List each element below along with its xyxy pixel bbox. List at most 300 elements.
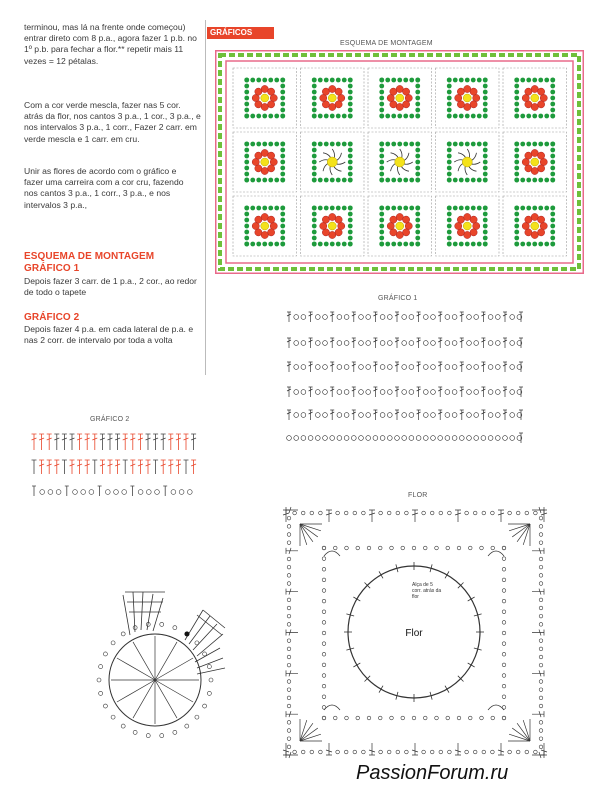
chain-symbol: [81, 490, 86, 495]
chain-symbol: [431, 341, 436, 346]
green-stitch: [280, 212, 285, 217]
green-stitch: [514, 84, 519, 89]
green-stitch: [550, 212, 555, 217]
green-stitch: [256, 142, 261, 147]
double-crochet-symbol: [438, 410, 442, 420]
chain-symbol: [322, 663, 326, 667]
chain-symbol: [322, 621, 326, 625]
green-stitch: [280, 236, 285, 241]
chain-symbol: [539, 623, 543, 627]
green-stitch: [379, 178, 384, 183]
grafico-2-row: [32, 460, 197, 474]
chain-symbol: [474, 315, 479, 320]
chain-symbol: [539, 598, 543, 602]
green-stitch: [415, 154, 420, 159]
green-stitch: [459, 242, 464, 247]
chain-symbol: [480, 716, 484, 720]
chain-symbol: [445, 390, 450, 395]
double-crochet-symbol: [373, 387, 377, 397]
double-crochet-symbol: [32, 460, 37, 474]
flor-partial-petals: [123, 592, 225, 674]
paragraph-1: terminou, mas lá na frente onde começou) entrar direto com 8 p.a., agora fazer 1 p.b. no 1º p.b. para fechar a flor.** repetir mais 11 vezes = 12 pétalas.: [24, 22, 197, 66]
chain-symbol: [423, 365, 428, 370]
green-stitch: [550, 160, 555, 165]
chain-symbol: [378, 716, 382, 720]
chain-symbol: [488, 413, 493, 418]
chain-symbol: [539, 516, 543, 520]
red-stitch-symbol: [130, 460, 135, 474]
green-stitch: [415, 114, 420, 119]
green-stitch: [379, 160, 384, 165]
chain-symbol: [452, 341, 457, 346]
green-stitch: [391, 114, 396, 119]
green-stitch: [483, 230, 488, 235]
chain-symbol: [333, 546, 337, 550]
chain-symbol: [379, 511, 383, 515]
green-stitch: [483, 178, 488, 183]
green-stitch: [262, 206, 267, 211]
green-stitch: [477, 114, 482, 119]
double-crochet-symbol: [330, 338, 334, 348]
green-stitch: [312, 84, 317, 89]
chain-symbol: [344, 750, 348, 754]
chain-symbol: [310, 511, 314, 515]
chain-symbol: [111, 641, 115, 645]
green-stitch: [280, 108, 285, 113]
chain-symbol: [387, 390, 392, 395]
chain-symbol: [510, 365, 515, 370]
double-crochet-symbol: [330, 410, 334, 420]
chain-symbol: [467, 390, 472, 395]
chain-symbol: [287, 663, 291, 667]
chain-symbol: [539, 745, 543, 749]
green-stitch: [483, 166, 488, 171]
chain-symbol: [491, 716, 495, 720]
green-stitch: [348, 108, 353, 113]
edge-stitch-symbol: [519, 410, 523, 420]
double-crochet-symbol: [460, 410, 464, 420]
chain-symbol: [423, 436, 428, 441]
double-crochet-symbol: [309, 312, 313, 322]
green-stitch: [262, 178, 267, 183]
green-stitch: [348, 96, 353, 101]
double-crochet-symbol: [395, 362, 399, 372]
double-crochet-symbol: [47, 434, 52, 450]
flor-diagram: [272, 500, 557, 765]
chain-symbol: [495, 436, 500, 441]
green-stitch: [268, 242, 273, 247]
double-crochet-symbol: [503, 312, 507, 322]
chain-symbol: [73, 490, 78, 495]
chain-symbol: [187, 490, 192, 495]
green-stitch: [514, 224, 519, 229]
chain-symbol: [445, 413, 450, 418]
chain-symbol: [510, 413, 515, 418]
green-stitch: [268, 206, 273, 211]
double-crochet-symbol: [39, 434, 44, 450]
flor-partial-spokes: [111, 636, 199, 724]
green-stitch: [379, 242, 384, 247]
green-stitch: [342, 178, 347, 183]
chain-symbol: [452, 390, 457, 395]
green-stitch: [471, 178, 476, 183]
double-crochet-symbol: [503, 387, 507, 397]
green-stitch: [250, 242, 255, 247]
green-stitch: [483, 78, 488, 83]
chain-symbol: [502, 557, 506, 561]
border-stitch-symbol: [369, 743, 375, 755]
green-stitch: [526, 114, 531, 119]
chain-symbol: [344, 436, 349, 441]
green-stitch: [348, 102, 353, 107]
green-stitch: [544, 142, 549, 147]
green-stitch: [532, 114, 537, 119]
chain-symbol: [402, 365, 407, 370]
green-stitch: [477, 242, 482, 247]
green-stitch: [483, 242, 488, 247]
green-stitch: [330, 242, 335, 247]
text-grafico-2: Depois fazer 4 p.a. em cada lateral de p.a. e nas 2 corr. de intervalo por toda a volta: [24, 324, 194, 346]
chain-symbol: [423, 341, 428, 346]
flor-caption: FLOR: [408, 492, 428, 499]
green-stitch: [526, 206, 531, 211]
green-stitch: [483, 90, 488, 95]
chain-symbol: [122, 490, 127, 495]
chain-symbol: [323, 365, 328, 370]
chain-symbol: [430, 511, 434, 515]
green-stitch: [447, 230, 452, 235]
chain-symbol: [445, 365, 450, 370]
chain-symbol: [336, 750, 340, 754]
corner-fan-line: [523, 720, 530, 741]
double-crochet-symbol: [481, 312, 485, 322]
green-stitch: [379, 230, 384, 235]
green-stitch: [520, 142, 525, 147]
green-stitch: [532, 178, 537, 183]
green-stitch: [348, 236, 353, 241]
green-stitch: [312, 230, 317, 235]
chain-symbol: [380, 365, 385, 370]
double-crochet-symbol: [417, 387, 421, 397]
double-crochet-symbol: [438, 362, 442, 372]
chain-symbol: [539, 655, 543, 659]
chain-symbol: [423, 390, 428, 395]
chain-symbol: [439, 750, 443, 754]
chain-symbol: [287, 696, 291, 700]
double-crochet-symbol: [460, 387, 464, 397]
edge-stitch-symbol: [98, 486, 102, 496]
green-stitch: [471, 142, 476, 147]
green-stitch: [379, 108, 384, 113]
green-stitch: [244, 236, 249, 241]
chain-symbol: [387, 413, 392, 418]
green-stitch: [280, 178, 285, 183]
double-crochet-symbol: [481, 410, 485, 420]
green-stitch: [312, 90, 317, 95]
red-stitch-symbol: [161, 460, 166, 474]
chain-symbol: [423, 413, 428, 418]
green-stitch: [403, 78, 408, 83]
chain-symbol: [510, 390, 515, 395]
chain-symbol: [103, 652, 107, 656]
chain-symbol: [409, 390, 414, 395]
green-stitch: [465, 114, 470, 119]
green-stitch: [514, 102, 519, 107]
green-stitch: [280, 172, 285, 177]
chain-symbol: [539, 557, 543, 561]
chain-symbol: [287, 614, 291, 618]
green-stitch: [312, 236, 317, 241]
green-stitch: [385, 142, 390, 147]
chain-symbol: [323, 315, 328, 320]
chain-symbol: [287, 436, 292, 441]
double-crochet-symbol: [153, 460, 158, 474]
red-stitch-symbol: [176, 460, 181, 474]
double-crochet-symbol: [373, 410, 377, 420]
green-stitch: [385, 114, 390, 119]
green-stitch: [459, 78, 464, 83]
green-stitch: [409, 114, 414, 119]
inner-corner-arc: [324, 551, 340, 556]
chain-symbol: [294, 436, 299, 441]
green-stitch: [244, 160, 249, 165]
chain-symbol: [373, 436, 378, 441]
chain-symbol: [491, 750, 495, 754]
double-crochet-symbol: [153, 434, 158, 450]
double-crochet-symbol: [503, 362, 507, 372]
red-stitch-symbol: [39, 460, 44, 474]
chain-symbol: [467, 365, 472, 370]
chain-symbol: [502, 631, 506, 635]
chain-symbol: [344, 390, 349, 395]
yellow-center: [261, 222, 269, 230]
chain-symbol: [322, 674, 326, 678]
double-crochet-symbol: [438, 312, 442, 322]
chain-symbol: [488, 436, 493, 441]
red-stitch-symbol: [108, 460, 113, 474]
chain-symbol: [337, 436, 342, 441]
chain-symbol: [344, 413, 349, 418]
green-stitch: [514, 230, 519, 235]
chain-symbol: [359, 365, 364, 370]
green-stitch: [262, 242, 267, 247]
chain-symbol: [322, 642, 326, 646]
heading-grafico-1: GRÁFICO 1: [24, 263, 80, 274]
chain-symbol: [508, 511, 512, 515]
green-stitch: [312, 102, 317, 107]
chain-symbol: [495, 315, 500, 320]
green-stitch: [348, 142, 353, 147]
double-crochet-symbol: [191, 434, 196, 450]
chain-symbol: [396, 750, 400, 754]
yellow-center: [463, 222, 471, 230]
green-stitch: [447, 166, 452, 171]
chain-symbol: [362, 750, 366, 754]
chain-symbol: [495, 341, 500, 346]
chain-symbol: [495, 413, 500, 418]
green-stitch: [415, 102, 420, 107]
green-stitch: [447, 102, 452, 107]
chain-symbol: [351, 436, 356, 441]
flor-note-label: Alça de 5 corr. atrás da flor: [412, 582, 442, 600]
border-stitch-symbol: [286, 711, 298, 717]
chain-symbol: [179, 490, 184, 495]
chain-symbol: [323, 341, 328, 346]
double-crochet-symbol: [417, 410, 421, 420]
yellow-center: [531, 158, 539, 166]
green-stitch: [514, 166, 519, 171]
red-petal: [538, 216, 545, 223]
chain-symbol: [301, 341, 306, 346]
border-stitch-symbol: [286, 548, 298, 554]
corner-fan-line: [523, 524, 530, 545]
chain-symbol: [539, 721, 543, 725]
chain-symbol: [322, 631, 326, 635]
green-stitch: [280, 154, 285, 159]
chain-symbol: [465, 511, 469, 515]
chain-symbol: [287, 623, 291, 627]
chain-symbol: [315, 315, 320, 320]
border-stitch-symbol: [326, 510, 332, 522]
green-stitch: [447, 218, 452, 223]
double-crochet-symbol: [503, 338, 507, 348]
green-stitch: [447, 148, 452, 153]
chain-symbol: [390, 546, 394, 550]
green-stitch: [280, 206, 285, 211]
double-crochet-symbol: [100, 434, 105, 450]
green-stitch: [532, 206, 537, 211]
chain-symbol: [353, 511, 357, 515]
chain-symbol: [322, 589, 326, 593]
double-crochet-symbol: [168, 434, 173, 450]
chain-symbol: [488, 365, 493, 370]
chain-symbol: [359, 390, 364, 395]
chain-symbol: [473, 750, 477, 754]
double-crochet-symbol: [92, 434, 97, 450]
montage-tiles: [233, 68, 567, 256]
green-stitch: [336, 142, 341, 147]
border-stitch-symbol: [412, 510, 418, 522]
chain-symbol: [319, 750, 323, 754]
yellow-center: [328, 222, 336, 230]
red-stitch-symbol: [138, 460, 143, 474]
chain-symbol: [359, 413, 364, 418]
green-stitch: [330, 142, 335, 147]
green-stitch: [514, 178, 519, 183]
double-crochet-symbol: [460, 362, 464, 372]
chain-symbol: [301, 750, 305, 754]
green-stitch: [312, 166, 317, 171]
green-stitch: [453, 206, 458, 211]
green-stitch: [465, 78, 470, 83]
chain-symbol: [133, 730, 137, 734]
chain-symbol: [402, 390, 407, 395]
chain-symbol: [502, 642, 506, 646]
chain-symbol: [287, 541, 291, 545]
center-tick: [468, 597, 475, 601]
chain-symbol: [539, 606, 543, 610]
green-stitch: [274, 78, 279, 83]
red-petal: [538, 152, 545, 159]
double-crochet-symbol: [417, 338, 421, 348]
green-stitch: [256, 114, 261, 119]
chain-symbol: [448, 750, 452, 754]
green-stitch: [447, 84, 452, 89]
green-stitch: [379, 236, 384, 241]
chain-symbol: [452, 436, 457, 441]
chain-symbol: [173, 626, 177, 630]
chain-symbol: [539, 639, 543, 643]
green-stitch: [244, 142, 249, 147]
corner-fan-line: [300, 723, 313, 741]
chain-symbol: [287, 557, 291, 561]
chain-symbol: [539, 525, 543, 529]
chain-symbol: [409, 341, 414, 346]
chain-symbol: [387, 436, 392, 441]
double-crochet-symbol: [54, 434, 59, 450]
chain-symbol: [344, 341, 349, 346]
flor-partial-start-dot: [185, 632, 190, 637]
green-stitch: [336, 78, 341, 83]
chain-symbol: [114, 490, 119, 495]
green-stitch: [514, 212, 519, 217]
red-stitch-symbol: [54, 460, 59, 474]
green-stitch: [453, 78, 458, 83]
chain-symbol: [287, 574, 291, 578]
border-stitch-symbol: [326, 743, 332, 755]
double-crochet-symbol: [330, 362, 334, 372]
double-crochet-symbol: [352, 338, 356, 348]
green-stitch: [483, 236, 488, 241]
green-stitch: [477, 178, 482, 183]
red-stitch-symbol: [191, 460, 196, 474]
green-stitch: [544, 114, 549, 119]
green-stitch: [447, 178, 452, 183]
green-stitch: [280, 224, 285, 229]
green-stitch: [550, 114, 555, 119]
green-stitch: [348, 242, 353, 247]
spoke-line: [117, 658, 155, 680]
border-stitch-symbol: [541, 510, 547, 522]
double-crochet-symbol: [503, 410, 507, 420]
spoke-line: [155, 680, 177, 718]
red-petal: [403, 88, 410, 95]
chain-symbol: [431, 436, 436, 441]
chain-symbol: [502, 599, 506, 603]
red-stitch-symbol: [100, 460, 105, 474]
green-stitch: [447, 224, 452, 229]
green-stitch: [447, 142, 452, 147]
green-stitch: [532, 78, 537, 83]
edge-stitch-symbol: [519, 338, 523, 348]
border-stitch-symbol: [532, 711, 544, 717]
green-stitch: [348, 224, 353, 229]
yellow-center: [261, 158, 269, 166]
green-stitch: [514, 218, 519, 223]
green-stitch: [250, 178, 255, 183]
chain-symbol: [366, 413, 371, 418]
chain-symbol: [48, 490, 53, 495]
chain-symbol: [495, 365, 500, 370]
grafico-1-row: [287, 433, 523, 443]
edge-stitch-symbol: [519, 312, 523, 322]
green-stitch: [280, 160, 285, 165]
chain-symbol: [315, 390, 320, 395]
chain-symbol: [467, 341, 472, 346]
green-stitch: [471, 78, 476, 83]
green-stitch: [544, 206, 549, 211]
chain-symbol: [395, 436, 400, 441]
